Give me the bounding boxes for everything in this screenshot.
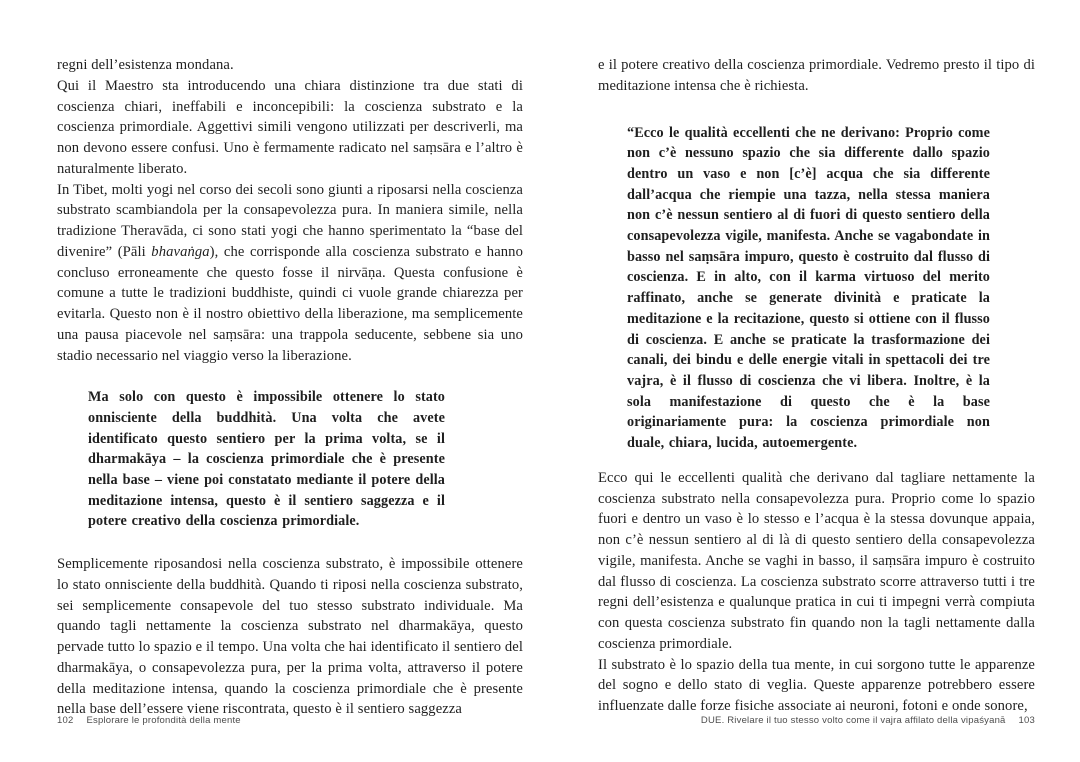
paragraph	[598, 55, 1035, 97]
paragraph	[57, 554, 523, 720]
chapter-title: DUE. Rivelare il tuo stesso volto come il vajra affilato della vipaśyanā	[700, 715, 1006, 726]
paragraph	[598, 655, 1035, 717]
right-page-column	[598, 55, 1035, 717]
text-run: In Tibet, molti yogi nel corso dei secoli sono giunti a riposarsi nella coscienza substrato scambiandola per la consapevolezza pura. In maniera simile, nella tradizione Theravāda, ci sono stati yogi che hanno sperimentato la “base del divenire” (Pāli	[57, 181, 523, 260]
block-quote	[627, 123, 990, 454]
right-page-footer	[701, 715, 1035, 726]
right-page-number: 103	[1018, 715, 1035, 726]
paragraph	[57, 180, 523, 367]
text-run: Il substrato è lo spazio della tua mente, in cui sorgono tutte le apparenze del sogno e dello stato di veglia. Queste apparenze potrebbero essere influenzate dalle forze fisiche associate ai neuroni, fotoni e onde sonore,	[598, 656, 1035, 714]
text-run: Ecco qui le eccellenti qualità che derivano dal tagliare nettamente la coscienza substrato nella consapevolezza pura. Proprio come lo spazio fuori e dentro un vaso è lo stesso e l’acqua è la stessa dovunque appaia, non c’è nessun sentiero al di là di questo sentiero della consapevolezza vigile, manifesta. Anche se vaghi in basso, il saṃsāra impuro è costruito dal flusso di coscienza. La coscienza substrato scorre attraverso tutti i tre regni dell’esistenza e qualunque pratica in cui ti impegni verrà compiuta con questa coscienza substrato fin quando non la tagli nettamente dalla coscienza primordiale.	[598, 469, 1035, 652]
italic-term: bhavaṅga	[151, 243, 210, 260]
text-run: e il potere creativo della coscienza primordiale. Vedremo presto il tipo di meditazione intensa che è richiesta.	[598, 57, 1035, 94]
text-run: Semplicemente riposandosi nella coscienza substrato, è impossibile ottenere lo stato onnisciente della buddhità. Quando ti riposi nella coscienza substrato, sei semplicemente consapevole del tuo stesso substrato individuale. Ma quando tagli nettamente la coscienza substrato nel dharmakāya, questo pervade tutto lo spazio e il tempo. Una volta che hai identificato il sentiero del dharmakāya, o consapevolezza pura, per la prima volta, attraverso il potere della meditazione intensa, quando la coscienza primordiale che è presente nella base dell’essere viene riscontrata, questo è il sentiero saggezza	[57, 556, 523, 718]
text-run: regni dell’esistenza mondana.	[57, 57, 234, 73]
left-page-number: 102	[57, 715, 74, 726]
paragraph	[598, 468, 1035, 655]
left-page-footer	[57, 715, 241, 726]
text-run: “Ecco le qualità eccellenti che ne derivano: Proprio come non c’è nessuno spazio che sia differente dallo spazio dentro un vaso e non [c’è] acqua che sia differente dall’acqua che riempie una tazza, nella stessa maniera non c’è nessun sentiero al di fuori di questo sentiero della consapevolezza vigile, manifesta. Anche se vagabondate in basso nel saṃsāra impuro, questo è costruito dal flusso di coscienza. E in alto, con il karma virtuoso del merito raffinato, anche se generate divinità e praticate la meditazione e la recitazione, questo si ottiene con il flusso di coscienza. E anche se praticate la trasformazione dei canali, dei bindu e delle energie vitali in spettacoli dei tre vajra, è il flusso di coscienza che vi libera. Inoltre, è la sola manifestazione di questo che è la base originariamente pura: la coscienza primordiale non duale, chiara, lucida, autoemergente.	[627, 124, 990, 452]
text-run: Ma solo con questo è impossibile ottenere lo stato onnisciente della buddhità. Una volta che avete identificato questo sentiero per la prima volta, se il dharmakāya – la coscienza primordiale che è presente nella base – viene poi constatato mediante il potere della meditazione intensa, questo è il sentiero saggezza e il potere creativo della coscienza primordiale.	[88, 389, 445, 530]
left-page-column	[57, 55, 523, 720]
block-quote	[88, 387, 445, 532]
paragraph	[57, 76, 523, 180]
text-run: Qui il Maestro sta introducendo una chiara distinzione tra due stati di coscienza chiari, ineffabili e inconcepibili: la coscienza substrato e la coscienza primordiale. Aggettivi simili vengono utilizzati per descriverli, ma non devono essere confusi. Uno è fermamente radicato nel saṃsāra e l’altro è naturalmente liberato.	[57, 77, 523, 177]
paragraph	[57, 55, 523, 76]
section-title: Esplorare le profondità della mente	[86, 715, 241, 726]
text-run: ), che corrisponde alla coscienza substrato e hanno concluso erroneamente che questo fosse il nirvāṇa. Questa confusione è comune a tutte le tradizioni buddhiste, quindi ci vuole grande chiarezza per evitarla. Questo non è il nostro obiettivo della liberazione, ma semplicemente una pausa piacevole nel saṃsāra: una trappola seducente, sebbene sia uno stadio necessario nel viaggio verso la liberazione.	[57, 243, 523, 364]
